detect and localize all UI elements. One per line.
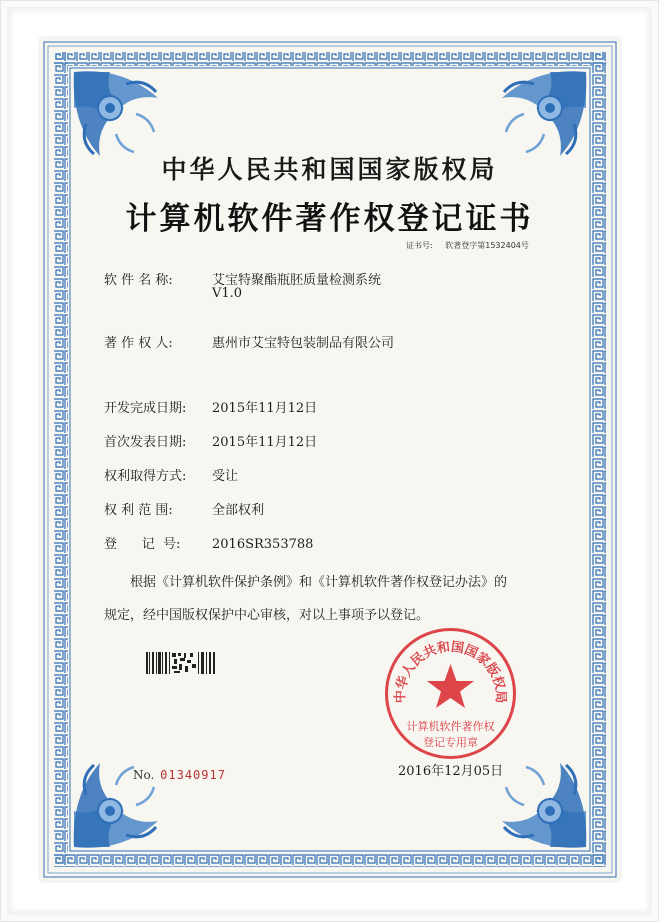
statement-line-1: 根据《计算机软件保护条例》和《计算机软件著作权登记办法》的 — [130, 575, 508, 590]
field-publish-date — [104, 431, 317, 450]
issue-date: 2016年12月05日 — [398, 764, 504, 779]
serial-number — [133, 768, 226, 782]
field-value: 惠州市艾宝特包装制品有限公司 — [212, 336, 395, 351]
field-software-name — [104, 269, 382, 301]
field-copyright-owner — [104, 332, 394, 351]
field-label: 登 记 号: — [104, 537, 181, 552]
barcode-icon — [146, 650, 216, 676]
field-registration-number — [104, 533, 313, 552]
field-value: 全部权利 — [212, 503, 265, 518]
seal-inner-line-1: 计算机软件著作权 — [406, 720, 495, 733]
field-label: 软 件 名 称: — [104, 273, 173, 288]
issuer-title: 中华人民共和国国家版权局 — [161, 155, 498, 184]
field-label: 开发完成日期: — [104, 401, 187, 416]
certificate-number-value: 软著登字第1532404号 — [445, 241, 529, 250]
field-label: 权 利 范 围: — [104, 503, 173, 518]
certificate-title: 计算机软件著作权登记证书 — [125, 201, 534, 237]
field-rights-scope — [104, 499, 264, 518]
seal-inner-line-2: 登记专用章 — [423, 736, 478, 749]
serial-value: 01340917 — [160, 768, 226, 782]
field-label: 著 作 权 人: — [104, 336, 173, 351]
certificate-number-label: 证书号: — [406, 241, 433, 250]
field-value: 2015年11月12日 — [212, 435, 318, 450]
field-label: 首次发表日期: — [104, 435, 187, 450]
field-version: V1.0 — [212, 286, 243, 301]
field-acquisition-method — [104, 465, 238, 484]
field-completion-date — [104, 397, 317, 416]
field-label: 权利取得方式: — [104, 469, 187, 484]
statement-line-2: 规定，经中国版权保护中心审核，对以上事项予以登记。 — [104, 608, 430, 623]
seal-outer-text: 中华人民共和国国家版权局 — [393, 639, 508, 704]
statement — [104, 566, 574, 632]
field-value: 艾宝特聚酯瓶胚质量检测系统 — [212, 273, 382, 288]
field-value: 受让 — [212, 469, 239, 484]
serial-prefix: No. — [133, 768, 155, 782]
field-value: 2016SR353788 — [212, 537, 314, 552]
certificate-number — [406, 240, 529, 251]
official-seal-icon — [383, 626, 518, 761]
field-value: 2015年11月12日 — [212, 401, 318, 416]
